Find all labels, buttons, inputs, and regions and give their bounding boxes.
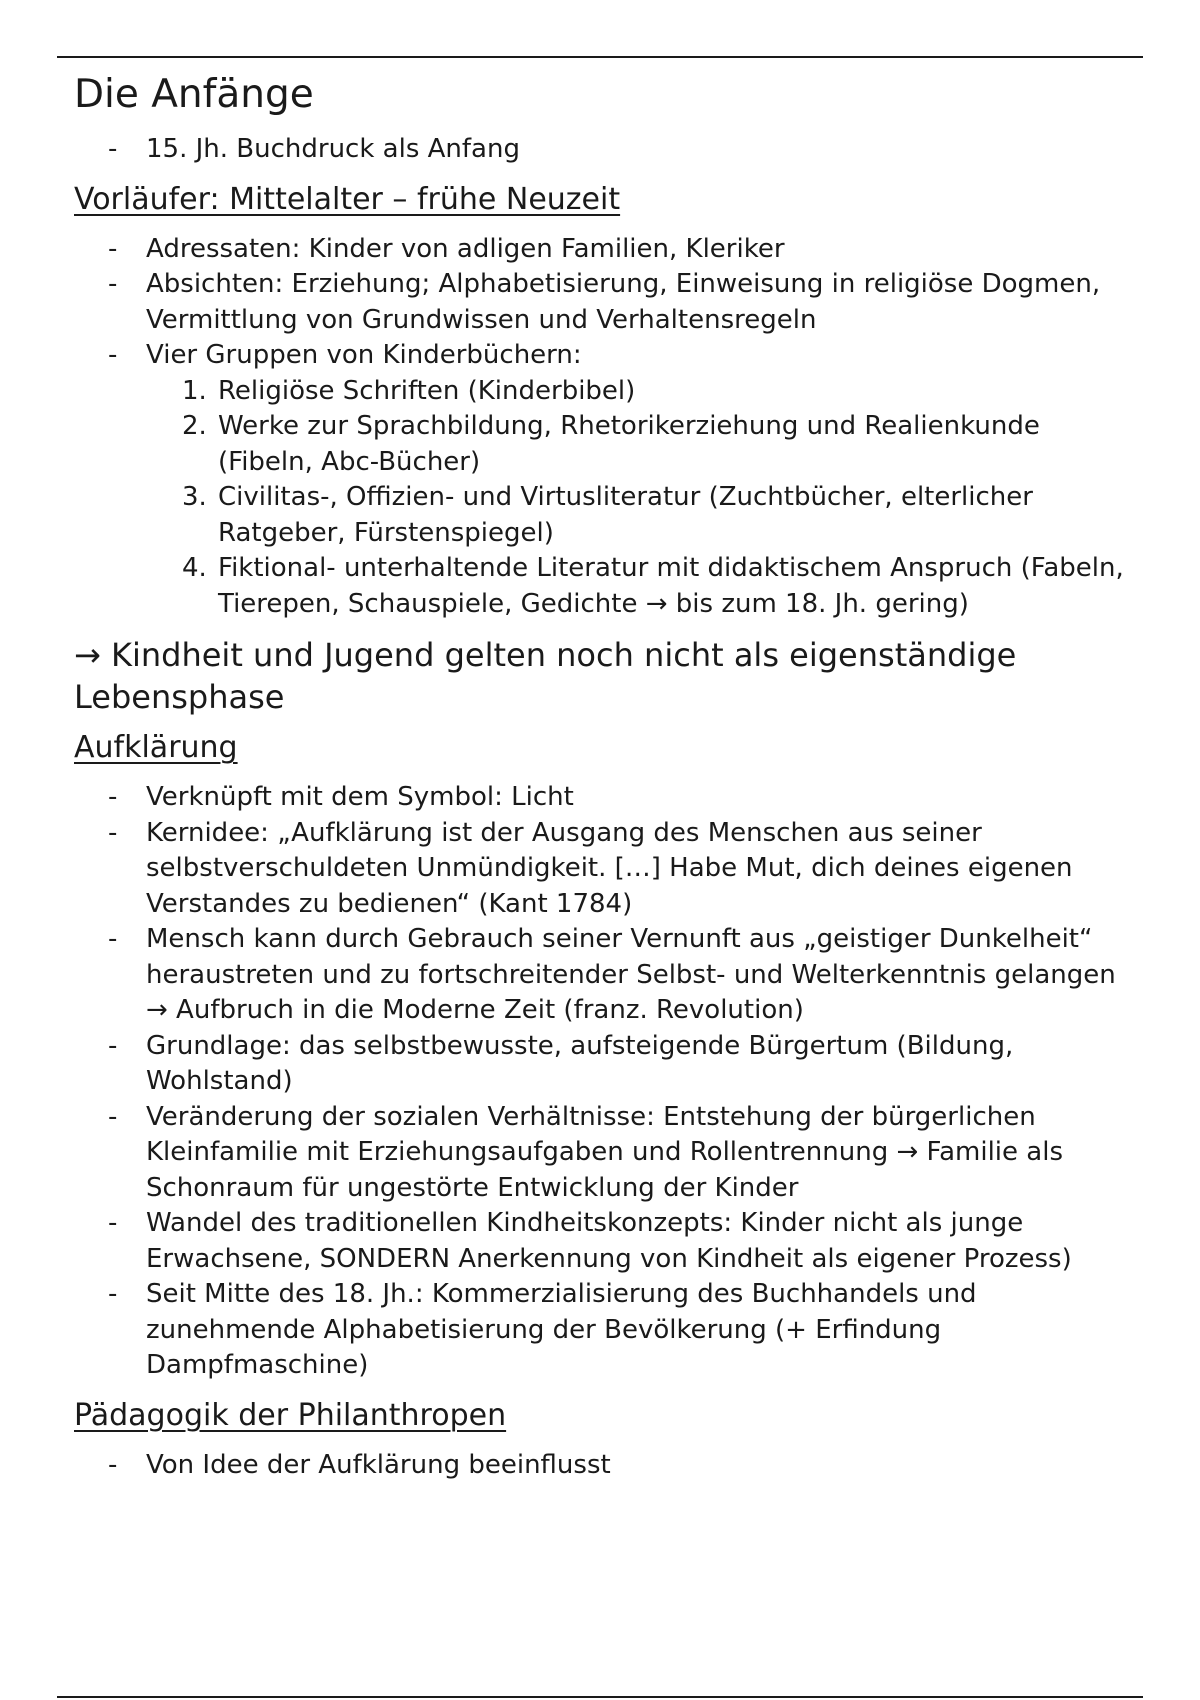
item-text: Civilitas-, Offizien- und Virtusliteratur (Zuchtbücher, elterlicher Ratgeber, Fürstenspiegel) — [218, 482, 1033, 548]
item-text: Fiktional- unterhaltende Literatur mit didaktischem Anspruch (Fabeln, Tierepen, Schauspiele, Gedichte → bis zum 18. Jh. gering) — [218, 553, 1124, 619]
item-number: 2. — [182, 411, 207, 441]
intro-list — [74, 132, 1134, 168]
list-item: - Grundlage: das selbstbewusste, aufsteigende Bürgertum (Bildung, Wohlstand) — [74, 1029, 1134, 1100]
section-heading-vorlaeufer: Vorläufer: Mittelalter – frühe Neuzeit — [74, 181, 621, 217]
list-item: - Mensch kann durch Gebrauch seiner Vernunft aus „geistiger Dunkelheit“ heraustreten und zu fortschreitender Selbst- und Welterkenntnis gelangen → Aufbruch in die Moderne Zeit (franz. Revolution) — [74, 922, 1134, 1029]
numbered-item — [74, 551, 1134, 622]
list-item-text: Vier Gruppen von Kinderbüchern: — [146, 340, 582, 370]
philanthropen-list — [74, 1448, 1134, 1484]
list-item: - Wandel des traditionellen Kindheitskonzepts: Kinder nicht als junge Erwachsene, SONDERN Anerkennung von Kindheit als eigener Prozess) — [74, 1206, 1134, 1277]
item-number: 3. — [182, 482, 207, 512]
page-title: Die Anfänge — [74, 72, 314, 117]
item-number: 4. — [182, 553, 207, 583]
list-item: - Von Idee der Aufklärung beeinflusst — [74, 1448, 1134, 1484]
list-item: - Kernidee: „Aufklärung ist der Ausgang des Menschen aus seiner selbstverschuldeten Unmündigkeit. […] Habe Mut, dich deines eigenen Verstandes zu bedienen“ (Kant 1784) — [74, 816, 1134, 923]
bottom-rule — [57, 1696, 1143, 1698]
conclusion-text: → Kindheit und Jugend gelten noch nicht als eigenständige Lebensphase — [74, 636, 1017, 716]
numbered-item — [74, 409, 1134, 480]
list-item — [74, 338, 1134, 622]
top-rule — [57, 56, 1143, 58]
document-body — [74, 70, 1134, 1495]
list-item: - Seit Mitte des 18. Jh.: Kommerzialisierung des Buchhandels und zunehmende Alphabetisierung der Bevölkerung (+ Erfindung Dampfmaschine) — [74, 1277, 1134, 1384]
vorlaeufer-list — [74, 232, 1134, 623]
item-text: Religiöse Schriften (Kinderbibel) — [218, 375, 636, 406]
section-heading-philanthropen: Pädagogik der Philanthropen — [74, 1397, 507, 1433]
section-heading-aufklaerung: Aufklärung — [74, 730, 238, 765]
list-item: - Absichten: Erziehung; Alphabetisierung, Einweisung in religiöse Dogmen, Vermittlung von Grundwissen und Verhaltensregeln — [74, 267, 1134, 338]
item-number: 1. — [182, 375, 207, 406]
list-item: - Adressaten: Kinder von adligen Familien, Kleriker — [74, 232, 1134, 268]
book-groups-list — [146, 374, 1134, 623]
list-item: - 15. Jh. Buchdruck als Anfang — [74, 132, 1134, 168]
aufklaerung-list — [74, 780, 1134, 1384]
list-item: - Verknüpft mit dem Symbol: Licht — [74, 780, 1134, 816]
list-item: - Veränderung der sozialen Verhältnisse: Entstehung der bürgerlichen Kleinfamilie mit Erziehungsaufgaben und Rollentrennung → Familie als Schonraum für ungestörte Entwicklung der Kinder — [74, 1100, 1134, 1207]
numbered-item — [74, 374, 1134, 410]
item-text: Werke zur Sprachbildung, Rhetorikerziehung und Realienkunde (Fibeln, Abc-Bücher) — [218, 411, 1040, 477]
numbered-item — [74, 480, 1134, 551]
